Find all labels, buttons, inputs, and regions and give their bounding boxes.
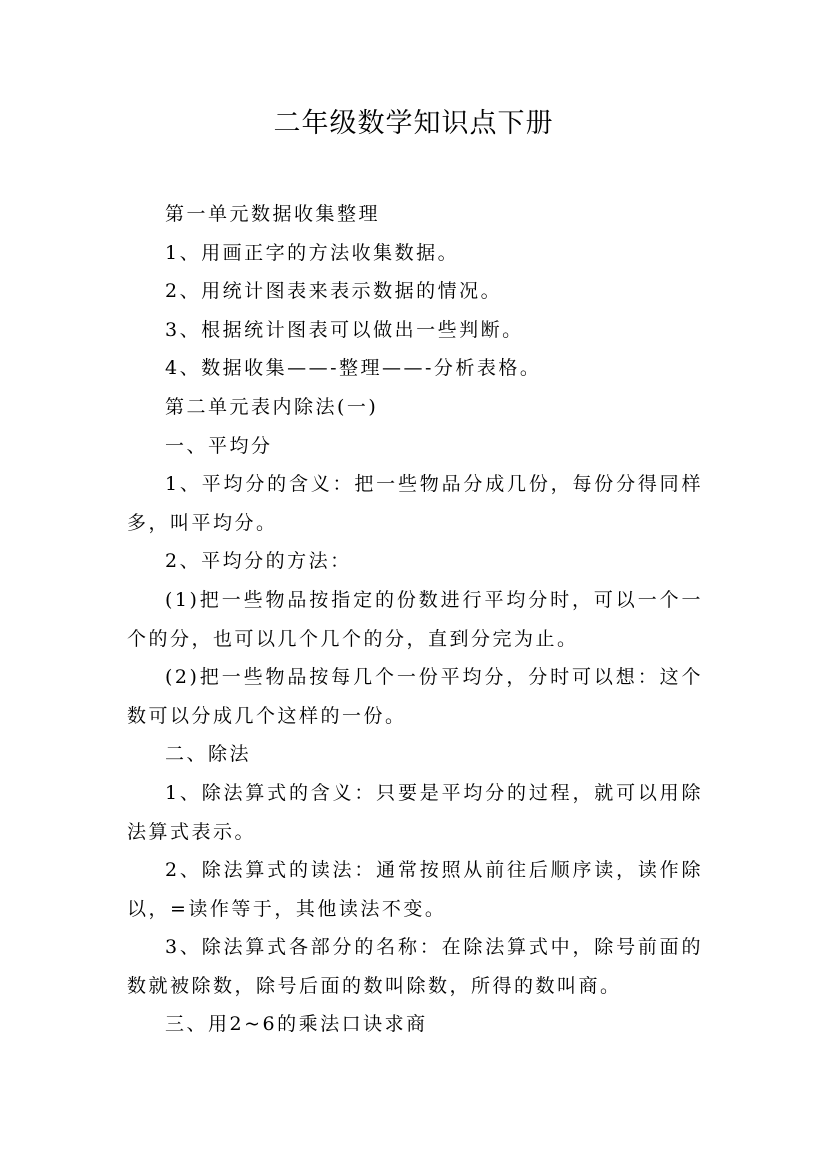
paragraph: 4、数据收集——-整理——-分析表格。: [165, 357, 542, 380]
paragraph: 3、根据统计图表可以做出一些判断。: [165, 318, 524, 341]
section-heading-unit-1: 第一单元数据收集整理: [165, 203, 381, 225]
subsection-heading: 三、用2~6的乘法口诀求商: [165, 1013, 428, 1036]
paragraph: 2、除法算式的读法：通常按照从前往后顺序读，读作除以，=读作等于，其他读法不变。: [127, 859, 703, 920]
paragraph: 2、用统计图表来表示数据的情况。: [165, 280, 503, 303]
paragraph: 3、除法算式各部分的名称：在除法算式中，除号前面的数就被除数，除号后面的数叫除数，所得的数叫商。: [127, 936, 703, 997]
paragraph: 1、除法算式的含义：只要是平均分的过程，就可以用除法算式表示。: [127, 781, 703, 843]
subsection-heading: 二、除法: [165, 743, 252, 766]
paragraph: 1、平均分的含义：把一些物品分成几份，每份分得同样多，叫平均分。: [127, 473, 703, 534]
section-heading-unit-2: 第二单元表内除法(一): [165, 395, 379, 418]
paragraph: 1、用画正字的方法收集数据。: [165, 241, 460, 264]
document-body: [127, 195, 703, 1044]
subsection-heading: 一、平均分: [165, 434, 273, 457]
document-title: 二年级数学知识点下册: [273, 108, 554, 139]
paragraph: (1)把一些物品按指定的份数进行平均分时，可以一个一个的分，也可以几个几个的分，直到分完为止。: [127, 588, 703, 650]
paragraph: (2)把一些物品按每几个一份平均分，分时可以想：这个数可以分成几个这样的一份。: [127, 666, 703, 727]
paragraph: 2、平均分的方法：: [165, 550, 352, 573]
